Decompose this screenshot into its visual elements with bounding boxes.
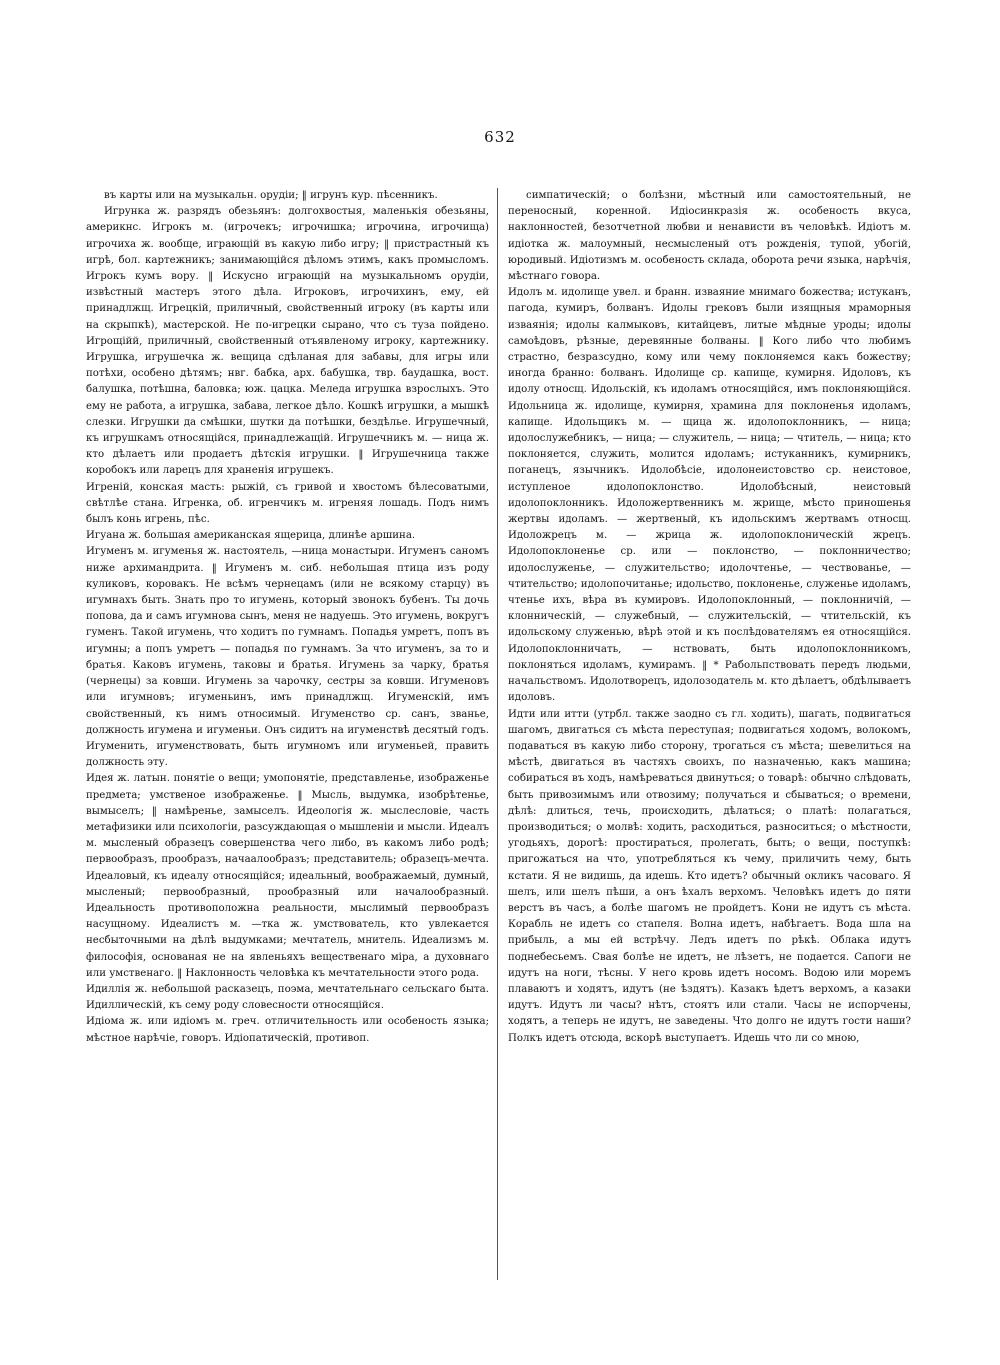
right-column (508, 188, 911, 1280)
left-entry: Идея ж. латын. понятіе о вещи; умопонятіе, представленье, изображенье предмета; умственое изображенье. ‖ Мысль, выдумка, изобрѣтенье, вымыселъ; ‖ намѣренье, замыселъ. Идеологія ж. мыслесловіе, часть метафизики или психологіи, разсуждающая о мышленіи и мысли. Идеалъ м. мысленый образецъ совершенства чего либо, въ какомъ либо родѣ; первообразъ, прообразъ, начаалообразъ; представитель; образецъ-мечта. Идеаловый, къ идеалу относящійся; идеальный, воображаемый, думный, мысленый; первообразный, прообразный или началообразный. Идеальность противоположна реальности, мыслимый первообразъ насущному. Идеалистъ м. —тка ж. умствователь, кто увлекается несбыточными на дѣлѣ выдумками; мечтатель, мнитель. Идеализмъ м. философія, основаная не на явленьяхъ вещественаго міра, а духовнаго или умственаго. ‖ Наклонность человѣка къ мечтательности этого рода. (86, 773, 489, 979)
page-number: 632 (484, 128, 516, 146)
left-entry: въ карты или на музыкальн. орудіи; ‖ игрунъ кур. пѣсенникъ. (104, 190, 438, 201)
left-entry: Игуана ж. большая американская ящерица, длинѣе аршина. (86, 530, 416, 542)
left-entry: Игрунка ж. разрядъ обезьянъ: долгохвостыя, маленькія обезьяны, америкнс. Игрокъ м. (игрочекъ; игрочишка; игрочина, игрочища) игрочиха ж. вообще, играющій въ какую либо игру; ‖ пристрастный къ игрѣ, бол. картежникъ; занимающійся дѣломъ этимъ, какъ промысломъ. Игрокъ кумъ вору. ‖ Искусно играющій на музыкальномъ орудіи, извѣстный мастеръ этого дѣла. Игроковъ, игрочихинъ, ему, ей принадлжщ. Игрецкій, приличный, свойственный игроку (въ карты или на скрыпкѣ), мастерской. Не по-игрецки сырано, что съ туза пойдено. Игрощійй, приличный, свойственный отъявленому игроку, картежнику. Игрушка, игрушечка ж. вещица сдѣланая для забавы, для игры или потѣхи, особено дѣтямъ; нвг. бабка, арх. бабушка, твр. баудашка, вост. балушка, потѣшна, баловка; юж. цацка. Меледа игрушка взрослыхъ. Это ему не работа, а игрушка, забава, легкое дѣло. Кошкѣ игрушки, а мышкѣ слезки. Игрушки да смѣшки, шутки да потѣшки, бездѣлье. Игрушечный, къ игрушкамъ относящійся, принадлежащій. Игрушечникъ м. — ница ж. кто дѣлаетъ или продаетъ дѣтскія игрушки. ‖ Игрушечница также коробокъ или ларецъ для храненія игрушекъ. (86, 206, 489, 477)
left-column (86, 188, 489, 1280)
column-divider (497, 188, 498, 1280)
left-entry: Игуменъ м. игуменья ж. настоятель, —ница монастыри. Игуменъ саномъ ниже архимандрита. ‖ Игуменъ м. сиб. небольшая птица изъ роду куликовъ, коровакъ. Не всѣмъ чернецамъ (или не всякому старцу) въ игумнахъ быть. Знать про то игумень, который звонокъ бубенъ. Ты дочь попова, да и самъ игумнова сынъ, меня не надуешь. Это игумень, вокругъ гуменъ. Такой игумень, что ходитъ по гумнамъ. Попадья умретъ, попъ въ игумны; а попъ умретъ — попадья по гумнамъ. За что игуменъ, за то и братья. Каковъ игумень, таковы и братья. Игумень за чарку, братья (чернецы) за ковши. Игумень за чарочку, сестры за ковши. Игуменовъ или игумновъ; игуменьинъ, имъ принадлжщ. Игуменскій, имъ свойственный, къ нимъ относимый. Игуменство ср. санъ, званье, должность игумена и игуменьи. Онъ сидитъ на игуменствѣ десятый годъ. Игуменить, игуменствовать, быть игумномъ или игуменьей, править должность эту. (86, 546, 489, 769)
right-entry: Идти или итти (утрбл. также заодно съ гл. ходить), шагать, подвигаться шагомъ, двигаться съ мѣста переступая; подвигаться ходомъ, волокомъ, подаваться въ какую либо сторону, трогаться съ мѣста; шевелиться на мѣстѣ, двигаться въ частяхъ своихъ, по назначенью, какъ машина; собираться въ ходъ, намѣреваться двинуться; о товарѣ: обычно слѣдовать, быть привозимымъ или отвозиму; получаться и сбываться; о времени, дѣлѣ: длиться, течь, происходить, дѣлаться; о платѣ: полагаться, производиться; о молвѣ: ходить, расходиться, разноситься; о мѣстности, угодьяхъ, дорогѣ: простираться, пролегать, быть; о вещи, поступкѣ: пригожаться на что, употребляться къ чему, приличить чему, быть кстати. Я не видишь, да идешь. Кто идетъ? обычный окликъ часоваго. Я шелъ, или шелъ пѣши, а онъ ѣхалъ верхомъ. Человѣкъ идетъ до пяти верстъ въ часъ, а болѣе шагомъ не пройдетъ. Кони не идутъ съ мѣста. Корабль не идетъ со стапеля. Волна идетъ, набѣгаетъ. Вода шла на прибыль, а мы ей встрѣчу. Ледъ идетъ по рѣкѣ. Облака идутъ поднебесьемъ. Свая болѣе не идетъ, не лѣзетъ, не подается. Сапоги не идутъ на ноги, тѣсны. У него кровь идетъ носомъ. Водою или моремъ плаваютъ и ходятъ, идутъ (не ѣздятъ). Казакъ ѣдетъ верхомъ, а казаки идутъ. Идутъ ли часы? нѣтъ, стоятъ или стали. Часы не испорчены, ходятъ, а теперь не идутъ, не заведены. Что долго не идутъ гости наши? Полкъ идетъ отсюда, вскорѣ выступаетъ. Идешь что ли со мною, (508, 708, 911, 1044)
right-entry: симпатическій; о болѣзни, мѣстный или самостоятельный, не переносный, коренной. Идіосинкразія ж. особеность вкуса, наклонностей, безотчетной любви и ненависти въ человѣкѣ. Идіотъ м. идіотка ж. малоумный, несмысленый отъ рожденія, тупой, убогій, юродивый. Идіотизмъ м. особеность склада, оборота речи языка, нарѣчія, мѣстнаго говора. (508, 190, 911, 283)
right-entry: Идолъ м. идолище увел. и бранн. изваяние мнимаго божества; истуканъ, пагода, кумиръ, болванъ. Идолы грековъ были изящныя мраморныя изваянія; идолы калмыковъ, китайцевъ, литые мѣдные уроды; идолы самоѣдовъ, рѣзные, деревянные болваны. ‖ Кого либо что любимъ страстно, безразсудно, кому или чему поклоняемся какъ божеству; иногда бранно: болванъ. Идолище ср. капище, кумирня. Идоловъ, къ идолу относщ. Идольскій, къ идоламъ относящійся, имъ поклоняющійся. Идольница ж. идолище, кумирня, храмина для поклоненья идоламъ, капище. Идольщикъ м. — щица ж. идолопоклонникъ, — ница; идолослужебникъ, — ница; — служитель, — ница; — чтитель, — ница; кто поклоняется, служить, молится идоламъ; истуканникъ, кумирникъ, поганецъ, язычникъ. Идолобѣсіе, идолонеистовство ср. неистовое, иступленое идолопоклонство. Идолобѣсный, неистовый идолопоклонникъ. Идоложертвенникъ м. жрище, мѣсто приношенья жертвы идоламъ. — жертвеный, къ идольскимъ жертвамъ относщ. Идоложрецъ м. — жрица ж. идолопоклоническій жрецъ. Идолопоклоненье ср. или — поклонство, — поклонничество; идолослуженье, — служительство; идолочтенье, — чествованье, — чтительство; идолопочитанье; идольство, поклоненье, служенье идоламъ, чтенье ихъ, вѣра въ кумировъ. Идолопоклонный, — поклонничій, — клонническій, — служебный, — служительскій, — чтительскій, къ идольскому служенью, вѣрѣ этой и къ послѣдователямъ ея относящійся. Идолопоклонничать, — нствовать, быть идолопоклонникомъ, поклоняться идоламъ, кумирамъ. ‖ * Рабольпствовать передъ людьми, начальствомъ. Идолотворецъ, идолозодатель м. кто дѣлаетъ, обдѣлываетъ идоловъ. (508, 287, 911, 704)
left-entry: Игреній, конская масть: рыжій, съ гривой и хвостомъ бѣлесоватыми, свѣтлѣе стана. Игренка, об. игренчикъ м. игреняя лошадь. Подъ нимъ былъ конь игрень, пѣс. (86, 481, 489, 526)
left-entry: Идіома ж. или идіомъ м. греч. отличительность или особеность языка; мѣстное нарѣчіе, говоръ. Идіопатическій, противоп. (86, 1016, 489, 1044)
left-entry: Идиллія ж. небольшой расказецъ, поэма, мечтательнаго сельскаго быта. Идиллическій, къ сему роду словесности относящійся. (86, 983, 489, 1012)
